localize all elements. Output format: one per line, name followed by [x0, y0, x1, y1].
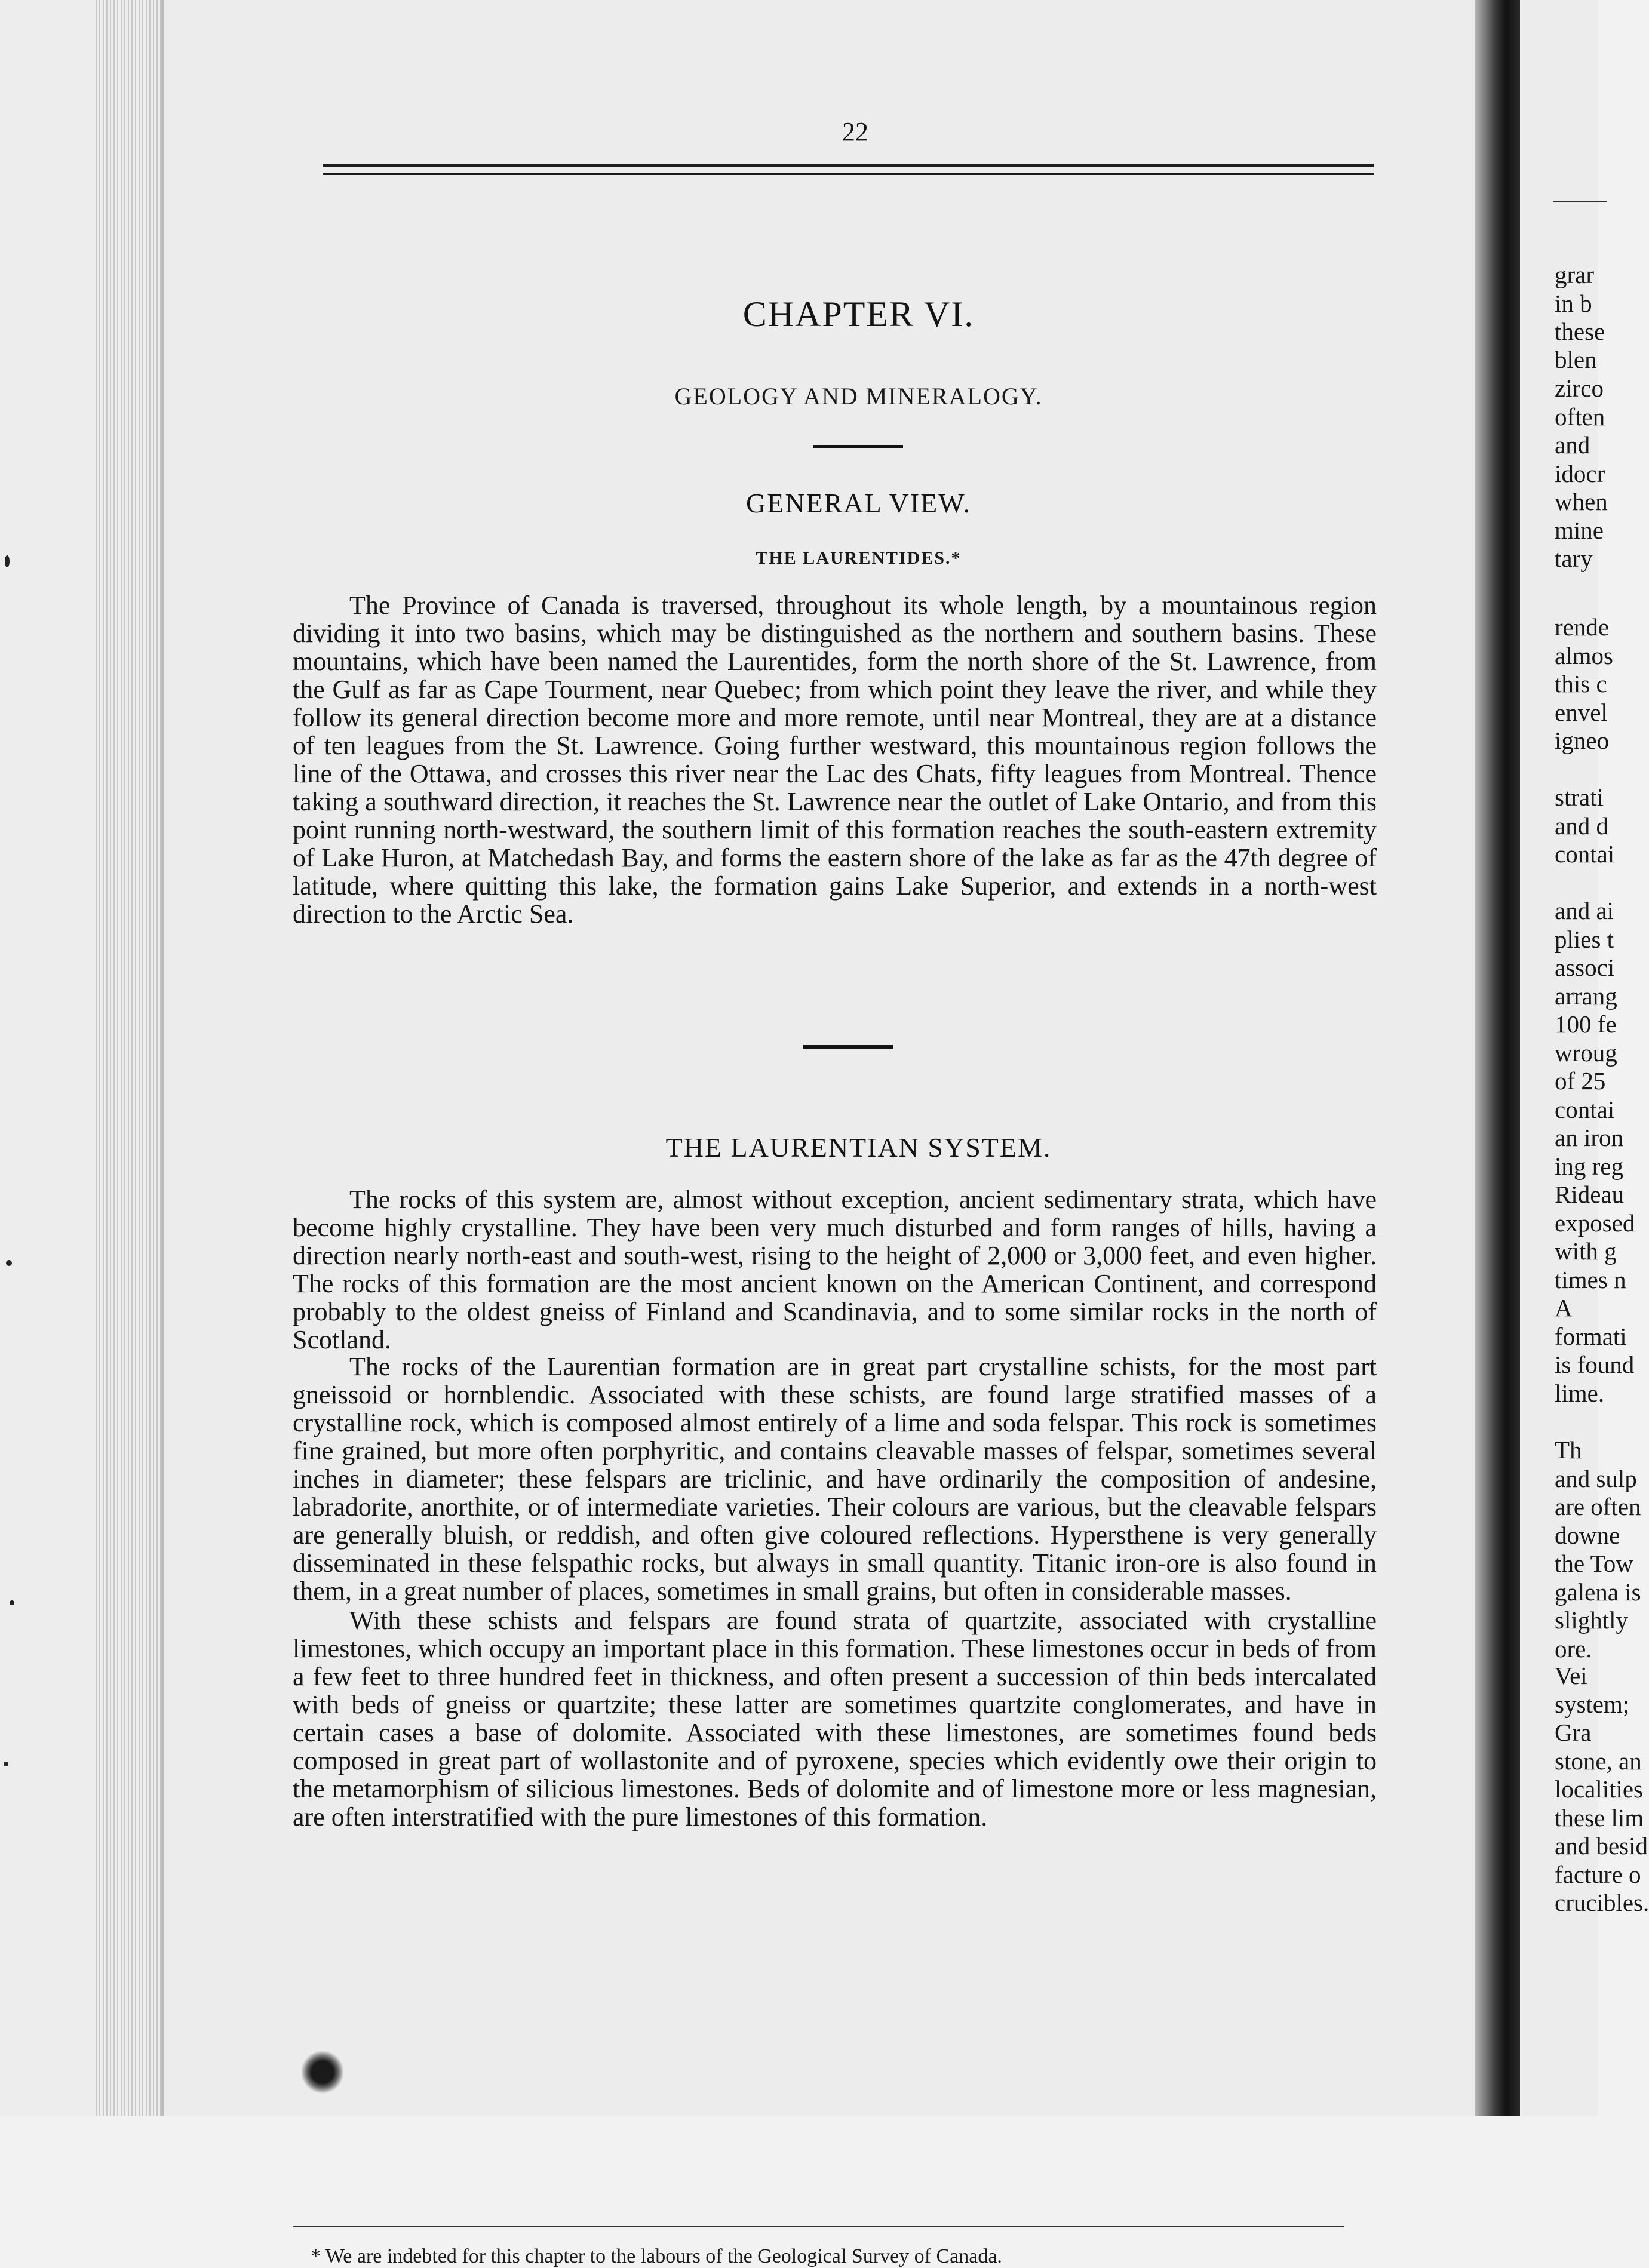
next-page-text-fragment: ing reg — [1555, 1153, 1623, 1180]
page-number: 22 — [842, 117, 868, 146]
next-page-fragment — [1520, 0, 1649, 2116]
next-page-text-fragment: these lim — [1555, 1804, 1644, 1831]
next-page-text-fragment: grar — [1555, 261, 1595, 288]
next-page-rule — [1553, 201, 1607, 202]
section-title-laurentian-system: THE LAURENTIAN SYSTEM. — [665, 1132, 1052, 1163]
next-page-text-fragment: facture o — [1555, 1861, 1641, 1888]
paragraph-laurentides: The Province of Canada is traversed, throughout its whole length, by a mountainous region dividing it into two basins, which may be distinguished as the northern and southern basins. These mountains, which have been named the Laurentides, form the north shore of the St. Lawrence, from the Gulf as far as Cape Tourment, near Quebec; from which point they leave the river, and while they follow its general direction become more and more remote, until near Montreal, they are at a distance of ten leagues from the St. Lawrence. Going further westward, this mountainous region follows the line of the Ottawa, and crosses this river near the Lac des Chats, fifty leagues from Montreal. Thence taking a southward direction, it reaches the St. Lawrence near the outlet of Lake Ontario, and from this point running north-westward, the southern limit of this formation reaches the south-eastern extremity of Lake Huron, at Matchedash Bay, and forms the eastern shore of the lake as far as the 47th degree of latitude, where quitting this lake, the formation gains Lake Superior, and extends in a north-west direction to the Arctic Sea. — [293, 591, 1377, 929]
next-page-text-fragment: and besid — [1555, 1832, 1648, 1860]
next-page-text-fragment: often — [1555, 403, 1605, 431]
next-page-text-fragment: is found — [1555, 1351, 1635, 1378]
header-rule-top — [323, 164, 1374, 167]
next-page-text-fragment: the Tow — [1555, 1550, 1633, 1577]
scan-speck — [4, 1762, 8, 1766]
header-rule-bottom — [323, 173, 1374, 175]
next-page-text-fragment: exposed — [1555, 1209, 1635, 1237]
next-page-text-fragment: rende — [1555, 613, 1610, 641]
next-page-text-fragment: of 25 — [1555, 1067, 1606, 1095]
next-page-text-fragment: idocr — [1555, 460, 1605, 487]
next-page-text-fragment: lime. — [1555, 1379, 1605, 1407]
next-page-text-fragment: downe — [1555, 1522, 1620, 1549]
next-page-text-fragment: tary — [1555, 545, 1593, 572]
section-title-general-view: GENERAL VIEW. — [746, 488, 971, 518]
next-page-text-fragment: with g — [1555, 1237, 1617, 1265]
next-page-text-fragment: almos — [1555, 642, 1613, 669]
next-page-text-fragment: Gra — [1555, 1719, 1592, 1746]
next-page-text-fragment: and ai — [1555, 897, 1614, 924]
next-page-text-fragment: plies t — [1555, 926, 1614, 953]
next-page-text-fragment: Th — [1555, 1436, 1582, 1464]
chapter-title: CHAPTER VI. — [742, 294, 975, 334]
next-page-text-fragment: and d — [1555, 812, 1608, 840]
next-page-text-fragment: igneo — [1555, 727, 1610, 754]
next-page-text-fragment: are often — [1555, 1493, 1641, 1520]
next-page-text-fragment: envel — [1555, 699, 1608, 726]
scan-speck — [10, 1600, 14, 1605]
next-page-text-fragment: zirco — [1555, 374, 1604, 402]
next-page-text-fragment: slightly — [1555, 1606, 1629, 1634]
next-page-text-fragment: and sulp — [1555, 1465, 1637, 1492]
next-page-text-fragment: crucibles. — [1555, 1889, 1649, 1916]
chapter-subtitle: GEOLOGY AND MINERALOGY. — [674, 383, 1043, 410]
book-gutter — [1475, 0, 1520, 2116]
scan-speck — [5, 555, 10, 567]
footnote-rule — [293, 2226, 1344, 2227]
divider-rule — [813, 445, 903, 448]
footnote: * We are indebted for this chapter to the labours of the Geological Survey of Canada. — [311, 2245, 1002, 2267]
section-heading-laurentides: THE LAURENTIDES.* — [756, 548, 962, 568]
next-page-text-fragment: Rideau — [1555, 1181, 1625, 1208]
next-page-text-fragment: an iron — [1555, 1124, 1623, 1151]
next-page-text-fragment: these — [1555, 318, 1605, 345]
next-page-text-fragment: ore. — [1555, 1635, 1592, 1662]
paragraph-laurentian-3: With these schists and felspars are found strata of quartzite, associated with crystalline limestones, which occupy an important place in this formation. These limestones occur in beds of from a few feet to three hundred feet in thickness, and often present a succession of thin beds intercalated with beds of gneiss or quartzite; these latter are sometimes quartzite conglomerates, and have in certain cases a base of dolomite. Associated with these limestones, are sometimes found beds composed in great part of wollastonite and of pyroxene, species which evidently owe their origin to the metamorphism of silicious limestones. Beds of dolomite and of limestone more or less magnesian, are often interstratified with the pure limestones of this formation. — [293, 1606, 1377, 1831]
next-page-text-fragment: contai — [1555, 840, 1615, 868]
next-page-text-fragment: times n — [1555, 1266, 1626, 1293]
next-page-text-fragment: Vei — [1555, 1662, 1587, 1689]
next-page-text-fragment: galena is — [1555, 1578, 1641, 1606]
divider-rule — [803, 1045, 893, 1049]
next-page-text-fragment: wroug — [1555, 1039, 1617, 1067]
next-page-text-fragment: contai — [1555, 1096, 1615, 1123]
next-page-text-fragment: stone, an — [1555, 1747, 1642, 1775]
next-page-text-fragment: mine — [1555, 517, 1604, 544]
next-page-text-fragment: associ — [1555, 954, 1615, 981]
next-page-text-fragment: localities — [1555, 1775, 1644, 1803]
paragraph-laurentian-1: The rocks of this system are, almost without exception, ancient sedimentary strata, which have become highly crystalline. They have been very much disturbed and form ranges of hills, having a direction nearly north-east and south-west, rising to the height of 2,000 or 3,000 feet, and even higher. The rocks of this formation are the most ancient known on the American Continent, and correspond probably to the oldest gneiss of Finland and Scandinavia, and to some similar rocks in the north of Scotland. — [293, 1185, 1377, 1354]
scan-margin — [0, 0, 96, 2116]
next-page-text-fragment: system; — [1555, 1691, 1630, 1718]
next-page-text-fragment: blen — [1555, 346, 1597, 373]
next-page-text-fragment: in b — [1555, 290, 1592, 317]
next-page-text-fragment: 100 fe — [1555, 1010, 1617, 1038]
next-page-text-fragment: strati — [1555, 783, 1604, 811]
next-page-text-fragment: this c — [1555, 670, 1607, 697]
next-page-text-fragment: A — [1555, 1294, 1573, 1322]
next-page-text-fragment: arrang — [1555, 982, 1617, 1010]
scan-blot — [302, 2048, 343, 2096]
next-page-text-fragment: formati — [1555, 1323, 1627, 1350]
paragraph-laurentian-2: The rocks of the Laurentian formation are in great part crystalline schists, for the most part gneissoid or hornblendic. Associated with these schists, are found large stratified masses of a crystalline rock, which is composed almost entirely of a lime and soda felspar. This rock is sometimes fine grained, but more often porphyritic, and contains cleavable masses of felspar, sometimes several inches in diameter; these felspars are triclinic, and have ordinarily the composition of andesine, labradorite, anorthite, or of intermediate varieties. Their colours are various, but the cleavable felspars are generally bluish, or reddish, and often give coloured reflections. Hypersthene is very generally disseminated in these felspathic rocks, but always in small quantity. Titanic iron-ore is also found in them, in a great number of places, sometimes in small grains, but often in considerable masses. — [293, 1352, 1377, 1606]
scan-speck — [6, 1260, 12, 1266]
next-page-text-fragment: and — [1555, 431, 1590, 459]
next-page-text-fragment: when — [1555, 488, 1608, 515]
